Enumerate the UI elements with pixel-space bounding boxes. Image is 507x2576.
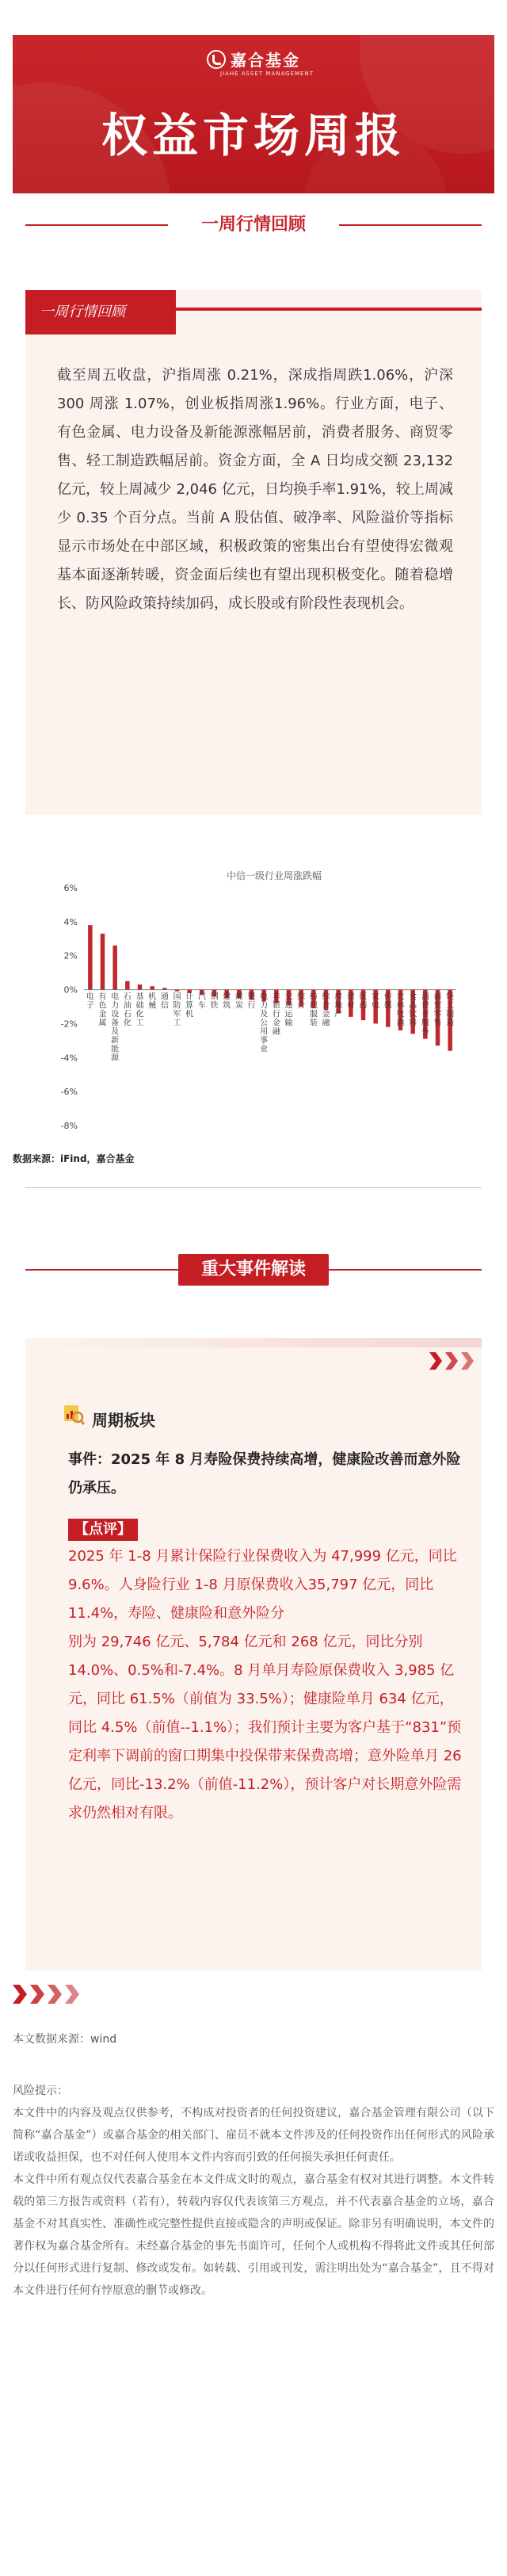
chevrons-right-icon	[429, 1352, 475, 1370]
category-label: 传媒	[383, 992, 392, 1011]
header-banner	[13, 35, 494, 193]
event-text: 2025 年 8 月寿险保费持续高增，健康险改善而意外险仍承压。	[68, 1451, 461, 1496]
category-label: 消费者服务	[421, 992, 429, 1037]
category-label: 房地产	[334, 992, 343, 1019]
risk-paragraph: 本文件中的内容及观点仅供参考，不构成对投资者的任何投资建议，嘉合基金管理有限公司（以下简称“嘉合基金”）或嘉合基金的相关部门、雇员不就本文件涉及的任何投资作出任何形式的风险承诺或收益担保，也不对任何人使用本文件内容而引致的任何损失承担任何责任。	[13, 2107, 494, 2164]
risk-paragraph: 本文件中所有观点仅代表嘉合基金在本文件成文时的观点，嘉合基金有权对其进行调整。本文件转载的第三方报告或资料（若有），转载内容仅代表该第三方观点，并不代表嘉合基金的立场，嘉合基金不对其真实性、准确性或完整性提供直接或隐含的声明或保证。除非另有明确说明，本文件的著作权为嘉合基金所有。未经嘉合基金的事先书面许可，任何个人或机构不得将此文件或其任何部分以任何形式进行复制、修改或发布。如转载、引用或刊发，需注明出处为“嘉合基金”，且不得对本文件进行任何有悖原意的删节或修改。	[13, 2173, 494, 2297]
y-tick-label: 2%	[63, 950, 78, 961]
bar	[150, 986, 154, 989]
category-label: 农林牧渔	[396, 992, 405, 1028]
category-label: 计算机	[185, 992, 194, 1019]
bar	[101, 934, 105, 990]
risk-title: 风险提示：	[13, 2085, 68, 2097]
bar	[175, 990, 179, 992]
page-title: 权益市场周报	[101, 109, 406, 162]
y-tick-label: -6%	[60, 1087, 78, 1098]
event-paragraph	[68, 1446, 464, 1503]
category-label: 纺织服装	[309, 992, 318, 1028]
event-label: 事件：	[68, 1451, 111, 1468]
category-label: 家电	[372, 992, 380, 1011]
category-label: 煤炭	[234, 992, 243, 1011]
category-label: 石油石化	[123, 992, 132, 1028]
block-title: 周期板块	[92, 1411, 155, 1430]
risk-disclaimer	[13, 2080, 494, 2302]
brand-name: 嘉合基金	[231, 51, 300, 70]
category-label: 电力设备及新能源	[111, 992, 120, 1063]
y-tick-label: 6%	[63, 883, 78, 893]
category-label: 电子	[86, 992, 94, 1011]
major-events-card	[25, 1338, 482, 1970]
y-tick-label: 4%	[63, 916, 78, 927]
industry-chart	[60, 864, 488, 1181]
bar	[138, 984, 142, 989]
category-label: 食品饮料	[409, 992, 417, 1028]
comment-tag: 【点评】	[68, 1519, 138, 1541]
section-heading-weekly-review: 一周行情回顾	[168, 209, 339, 241]
category-label: 基础化工	[135, 992, 144, 1028]
bar	[88, 925, 92, 989]
card-tag: 一周行情回顾	[25, 290, 176, 334]
weekly-review-text: 截至周五收盘，沪指周涨 0.21%，深成指周跌1.06%，沪深 300 周涨 1.07%，创业板指周涨1.96%。行业方面，电子、有色金属、电力设备及新能源涨幅居前，消费者服务、商贸零售、轻工制造跌幅居前。资金方面，全 A 日均成交额 23,132 亿元，较上周减少 2,046 亿元，日均换手率1.91%，较上周减少 0.35 个百分点。当前 A 股估值、破净率、风险溢价等指标显示市场处在中部区域，积极政策的密集出台有望使得宏微观基本面逐渐转暖，资金面后续也有望出现积极变化。随着稳增长、防风险政策持续加码，成长股或有阶段性表现机会。	[57, 367, 453, 612]
brand-name-en: JIAHE ASSET MANAGEMENT	[220, 71, 314, 77]
category-label: 商贸零售	[433, 992, 442, 1028]
category-label: 建筑	[223, 992, 231, 1011]
category-label: 国防军工	[173, 992, 181, 1028]
chevrons-row-icon	[13, 1985, 100, 2004]
y-tick-label: -4%	[60, 1053, 78, 1064]
category-label: 综合金融	[322, 992, 330, 1028]
brand-logo	[13, 48, 494, 77]
category-label: 银行	[247, 992, 256, 1011]
category-label: 通信	[160, 992, 169, 1011]
y-tick-label: 0%	[63, 984, 78, 996]
bar	[125, 981, 129, 990]
card-top-bar	[25, 1338, 482, 1347]
comment-line: 2025 年 1-8 月累计保险行业保费收入为 47,999 亿元，同比 9.6%。人身险行业 1-8 月原保费收入35,797 亿元，同比 11.4%，寿险、健康险和意外险分	[68, 1548, 457, 1622]
category-label: 非银行金融	[272, 992, 280, 1037]
divider-line	[25, 1187, 482, 1188]
category-label: 有色金属	[98, 992, 107, 1028]
logo-icon	[207, 50, 226, 69]
category-label: 医药	[359, 992, 368, 1011]
category-label: 汽车	[197, 992, 206, 1011]
bar-chart	[60, 864, 488, 1181]
chart-source: 数据来源：iFind，嘉合基金	[13, 1153, 135, 1164]
comment-line: 别为 29,746 亿元、5,784 亿元和 268 亿元，同比分别 14.0%、0.5%和-7.4%。8 月单月寿险原保费收入 3,985 亿元，同比 61.5%（前值为 33.5%）；健康险单月 634 亿元，同比 4.5%（前值--1.1%）；我们预计主要为客户基于“831”预定利率下调前的窗口期集中投保带来保费高增；意外险单月 26 亿元，同比-13.2%（前值-11.2%），预计客户对长期意外险需求仍然相对有限。	[68, 1634, 462, 1821]
category-label: 电力及公用事业	[260, 992, 269, 1054]
section-heading-major-events: 重大事件解读	[178, 1254, 329, 1286]
chart-title: 中信一级行业周涨跌幅	[226, 870, 322, 881]
magnifier-chart-icon	[62, 1403, 86, 1427]
y-tick-label: -2%	[60, 1019, 78, 1030]
category-label: 机械	[148, 992, 157, 1011]
y-tick-label: -8%	[60, 1121, 78, 1131]
category-label: 建材	[346, 992, 355, 1011]
category-label: 交通运输	[284, 992, 293, 1028]
data-source: 本文数据来源：wind	[13, 2033, 117, 2046]
category-label: 综合	[297, 992, 306, 1011]
weekly-review-card	[25, 290, 482, 815]
comment-text	[68, 1542, 464, 1828]
bar	[162, 988, 166, 989]
bar	[112, 946, 116, 990]
category-label: 钢铁	[210, 992, 219, 1011]
category-label: 轻工制造	[446, 992, 455, 1028]
